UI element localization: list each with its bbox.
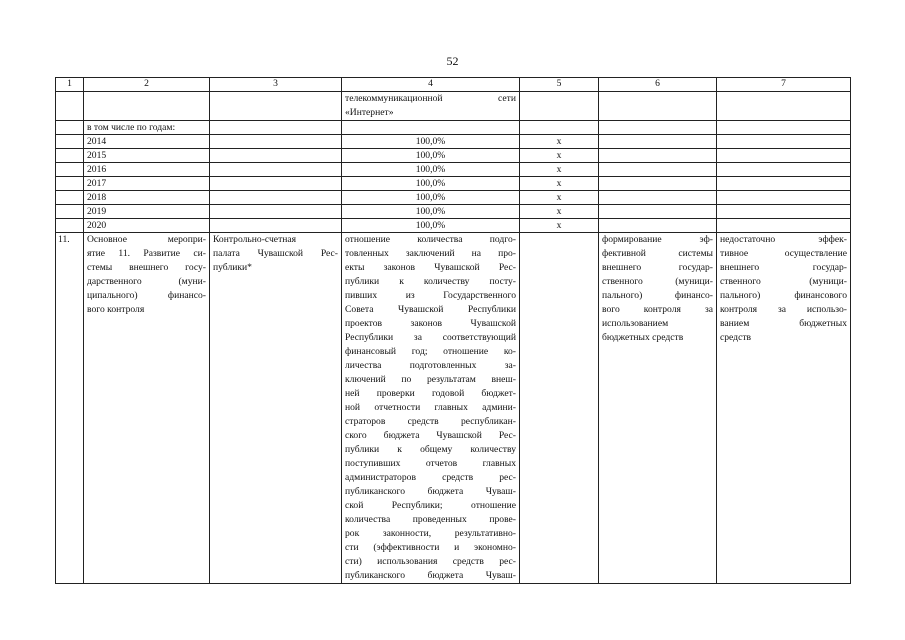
value-cell: 100,0% <box>342 191 520 205</box>
indicator-line: сти (эффективности и экономно- <box>345 542 516 553</box>
column-number-row <box>56 78 851 92</box>
risk-cell <box>717 233 851 584</box>
year-cell: 2020 <box>84 219 210 233</box>
indicator-line: отношение количества подго- <box>345 234 516 245</box>
column-header: 7 <box>717 78 851 92</box>
year-cell: 2016 <box>84 163 210 177</box>
year-cell: 2015 <box>84 149 210 163</box>
activity-line: вого контроля <box>87 304 145 315</box>
indicator-line: поступивших отчетов главных <box>345 458 516 469</box>
column-header: 3 <box>210 78 342 92</box>
executor-line: Контрольно-счетная <box>213 234 297 245</box>
empty-cell <box>520 233 599 584</box>
year-row <box>56 205 851 219</box>
year-cell: 2017 <box>84 177 210 191</box>
year-cell: 2018 <box>84 191 210 205</box>
year-row <box>56 177 851 191</box>
activity-line: Основное меропри- <box>87 234 206 245</box>
value-cell: 100,0% <box>342 149 520 163</box>
indicator-line: ской Республики; отношение <box>345 500 516 511</box>
risk-line: средств <box>720 332 752 343</box>
risk-line: пального) финансового <box>720 290 847 301</box>
indicator-line: Республики за соответствующий <box>345 332 516 343</box>
indicator-line: публики к количеству посту- <box>345 276 516 287</box>
risk-line: внешнего государ- <box>720 262 847 273</box>
year-row <box>56 135 851 149</box>
page-number: 52 <box>446 54 459 68</box>
by-years-row <box>56 121 851 135</box>
mark-cell: х <box>520 177 599 191</box>
continuation-text: телекоммуникационной сети «Интернет» <box>342 92 520 121</box>
year-row <box>56 191 851 205</box>
executor-cell <box>210 233 342 584</box>
continuation-row <box>56 92 851 121</box>
result-line: ственного (муници- <box>602 276 713 287</box>
by-years-label: в том числе по годам: <box>84 121 210 135</box>
result-line: пального) финансо- <box>602 290 713 301</box>
result-line: внешнего государ- <box>602 262 713 273</box>
row-number: 11. <box>56 233 84 584</box>
mark-cell: х <box>520 205 599 219</box>
indicator-cell <box>342 233 520 584</box>
risk-line: тивное осуществление <box>720 248 847 259</box>
value-cell: 100,0% <box>342 163 520 177</box>
indicator-line: ной отчетности главных админи- <box>345 402 516 413</box>
result-line: бюджетных средств <box>602 332 684 343</box>
indicator-line: ского бюджета Чувашской Рес- <box>345 430 516 441</box>
value-cell: 100,0% <box>342 177 520 191</box>
executor-line: публики* <box>213 262 252 273</box>
mark-cell: х <box>520 191 599 205</box>
program-table <box>55 77 851 584</box>
column-header: 2 <box>84 78 210 92</box>
column-header: 5 <box>520 78 599 92</box>
mark-cell: х <box>520 163 599 177</box>
year-row <box>56 219 851 233</box>
mark-cell: х <box>520 135 599 149</box>
column-header: 6 <box>599 78 717 92</box>
indicator-line: публики к общему количеству <box>345 444 516 455</box>
value-cell: 100,0% <box>342 135 520 149</box>
value-cell: 100,0% <box>342 219 520 233</box>
activity-cell <box>84 233 210 584</box>
indicator-line: публиканского бюджета Чуваш- <box>345 570 516 581</box>
indicator-line: публиканского бюджета Чуваш- <box>345 486 516 497</box>
indicator-line: рок законности, результативно- <box>345 528 516 539</box>
indicator-line: ней проверки годовой бюджет- <box>345 388 516 399</box>
risk-line: ственного (муници- <box>720 276 847 287</box>
year-cell: 2019 <box>84 205 210 219</box>
indicator-line: сти) использования средств рес- <box>345 556 516 567</box>
activity-row-11 <box>56 233 851 584</box>
column-header: 1 <box>56 78 84 92</box>
activity-line: ципального) финансо- <box>87 290 206 301</box>
mark-cell: х <box>520 149 599 163</box>
result-line: вого контроля за <box>602 304 713 315</box>
indicator-line: финансовый год; отношение ко- <box>345 346 516 357</box>
indicator-line: Совета Чувашской Республики <box>345 304 516 315</box>
risk-line: ванием бюджетных <box>720 318 847 329</box>
indicator-line: администраторов средств рес- <box>345 472 516 483</box>
indicator-line: количества проведенных прове- <box>345 514 516 525</box>
indicator-line: екты законов Чувашской Рес- <box>345 262 516 273</box>
indicator-line: проектов законов Чувашской <box>345 318 516 329</box>
activity-line: стемы внешнего госу- <box>87 262 206 273</box>
result-line: использованием <box>602 318 669 329</box>
year-row <box>56 163 851 177</box>
year-row <box>56 149 851 163</box>
indicator-line: ключений по результатам внеш- <box>345 374 516 385</box>
activity-line: ятие 11. Развитие си- <box>87 248 206 259</box>
year-cell: 2014 <box>84 135 210 149</box>
risk-line: недостаточно эффек- <box>720 234 847 245</box>
result-cell <box>599 233 717 584</box>
result-line: формирование эф- <box>602 234 713 245</box>
value-cell: 100,0% <box>342 205 520 219</box>
executor-line: палата Чувашской Рес- <box>213 248 338 259</box>
mark-cell: х <box>520 219 599 233</box>
indicator-line: личества подготовленных за- <box>345 360 516 371</box>
column-header: 4 <box>342 78 520 92</box>
indicator-line: страторов средств республикан- <box>345 416 516 427</box>
result-line: фективной системы <box>602 248 713 259</box>
activity-line: дарственного (муни- <box>87 276 206 287</box>
indicator-line: пивших из Государственного <box>345 290 516 301</box>
risk-line: контроля за использо- <box>720 304 847 315</box>
indicator-line: товленных заключений на про- <box>345 248 516 259</box>
